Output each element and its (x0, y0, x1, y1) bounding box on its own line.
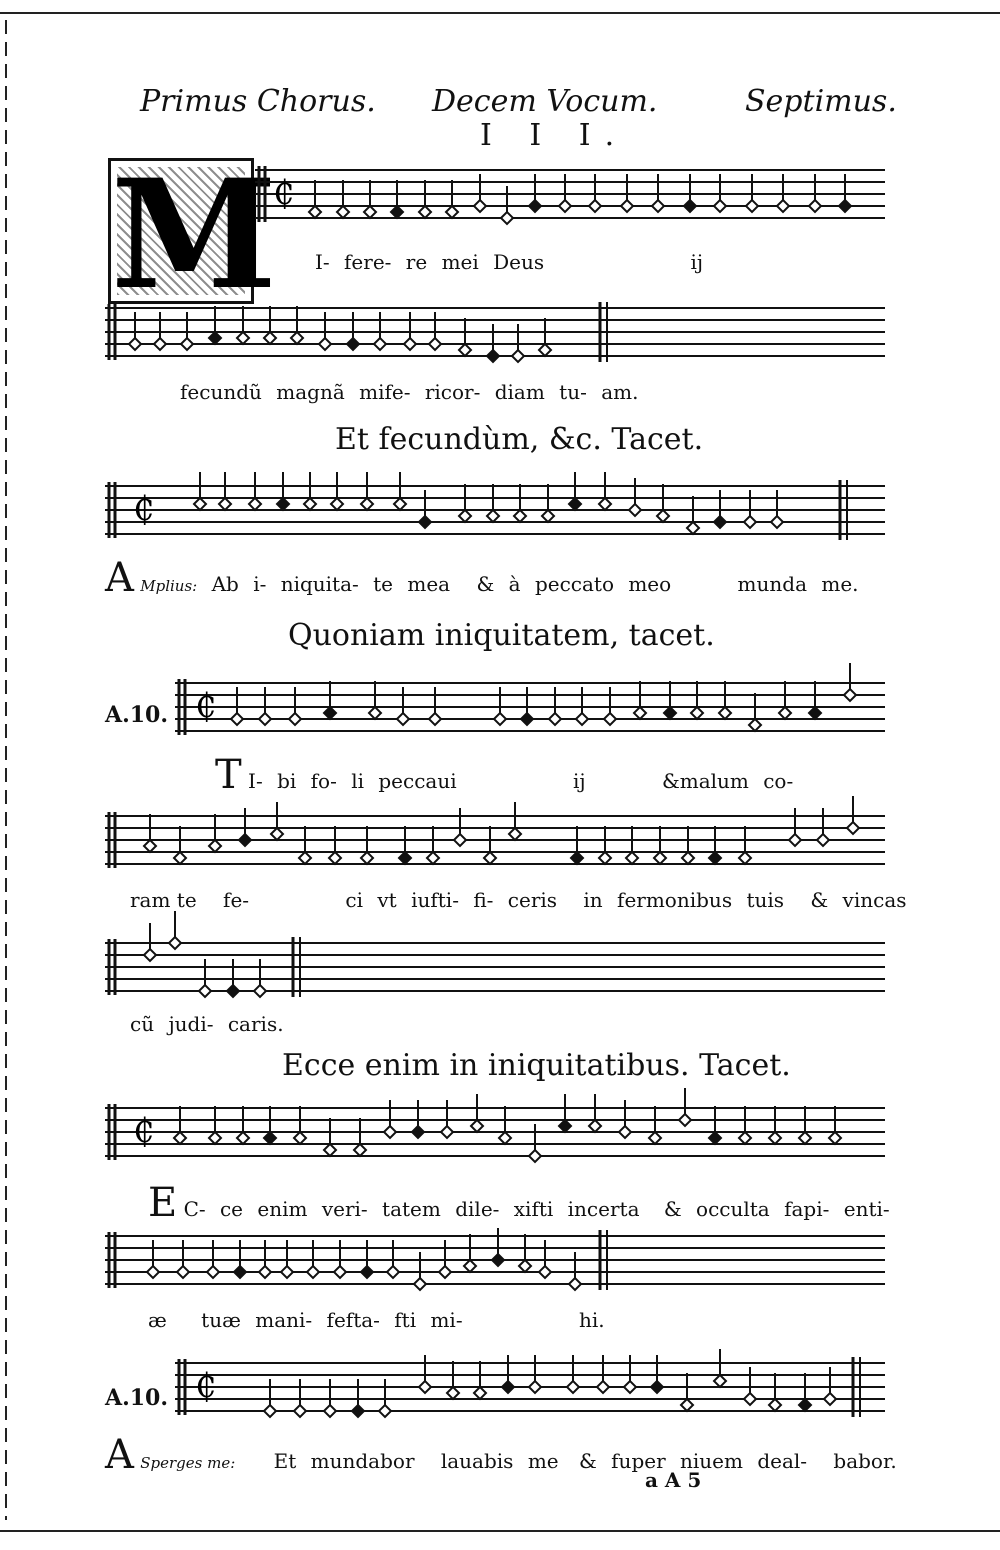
note-head (494, 713, 506, 725)
initial-letter: M (111, 147, 278, 323)
note-head (621, 200, 633, 212)
note-head (347, 338, 359, 350)
note-head (539, 344, 551, 356)
note-head (331, 498, 343, 510)
note-head (779, 707, 791, 719)
header-center: Decem Vocum. (432, 84, 658, 119)
staff-2 (105, 300, 895, 380)
note-head (429, 713, 441, 725)
note-head (709, 852, 721, 864)
lyrics-line-5 (130, 888, 915, 912)
note-head (291, 332, 303, 344)
lyric-initial: A (105, 1432, 134, 1478)
note-head (769, 1399, 781, 1411)
lyric-5: fti (394, 1308, 417, 1332)
page-edge-bottom (0, 1530, 1000, 1532)
note-head (387, 1266, 399, 1278)
note-head (687, 522, 699, 534)
lyric-5: & (578, 1449, 597, 1473)
mensuration-sign: ₵ (133, 1111, 155, 1151)
note-head (512, 350, 524, 362)
lyric-4: mei (441, 250, 479, 274)
lyric-5: diam (494, 380, 545, 404)
note-head (419, 206, 431, 218)
decorated-initial (108, 147, 278, 323)
note-head (207, 1266, 219, 1278)
note-head (259, 1266, 271, 1278)
lyric-2: magnã (276, 380, 345, 404)
note-head (427, 852, 439, 864)
note-head (237, 332, 249, 344)
note-head (209, 1132, 221, 1144)
lyrics-line-6 (130, 1012, 292, 1036)
note-head (309, 206, 321, 218)
note-head (652, 200, 664, 212)
lyric-1: æ (148, 1308, 167, 1332)
note-head (369, 707, 381, 719)
lyric-7: xifti (513, 1197, 554, 1221)
note-head (809, 707, 821, 719)
note-head (429, 338, 441, 350)
note-head (589, 200, 601, 212)
lyric-7: &malum (661, 769, 749, 793)
note-head (597, 1381, 609, 1393)
note-head (304, 498, 316, 510)
lyrics-line-3 (105, 555, 867, 601)
lyric-10: tuis (746, 888, 785, 912)
note-head (799, 1399, 811, 1411)
note-head (599, 498, 611, 510)
note-head (624, 1381, 636, 1393)
lyric-1: I- (315, 250, 330, 274)
note-head (271, 828, 283, 840)
lyric-7: ceris (507, 888, 558, 912)
lyric-9: fermonibus (617, 888, 733, 912)
note-head (361, 498, 373, 510)
note-head (379, 1405, 391, 1417)
note-head (571, 852, 583, 864)
note-head (844, 689, 856, 701)
lyric-4: vt (377, 888, 397, 912)
lyric-initial: A (105, 555, 134, 601)
note-head (307, 1266, 319, 1278)
signature-mark: a A 5 (645, 1468, 702, 1492)
note-head (459, 344, 471, 356)
note-head (144, 949, 156, 961)
lyric-1: C- (183, 1197, 206, 1221)
lyric-12: vincas (842, 888, 907, 912)
note-head (829, 1132, 841, 1144)
note-head (487, 510, 499, 522)
lyric-6: & (476, 572, 495, 596)
note-head (691, 707, 703, 719)
note-head (542, 510, 554, 522)
note-head (446, 206, 458, 218)
lyric-11: me. (821, 572, 859, 596)
note-head (471, 1120, 483, 1132)
note-head (384, 1126, 396, 1138)
note-head (746, 200, 758, 212)
lyric-8: deal- (757, 1449, 808, 1473)
lyric-1: Ab (211, 572, 239, 596)
note-head (771, 516, 783, 528)
section-heading-1: Et fecundùm, &c. Tacet. (335, 422, 704, 457)
lyric-2: ce (219, 1197, 244, 1221)
note-head (589, 1120, 601, 1132)
note-head (319, 338, 331, 350)
lyric-5: Deus (493, 250, 545, 274)
note-head (569, 498, 581, 510)
note-head (539, 1266, 551, 1278)
lyric-12: enti- (843, 1197, 890, 1221)
header-left: Primus Chorus. (140, 84, 376, 119)
lyric-2: bi (277, 769, 297, 793)
note-head (404, 338, 416, 350)
lyric-10: occulta (696, 1197, 770, 1221)
lyric-abbr: Sperges me: (140, 1454, 236, 1472)
note-head (174, 1132, 186, 1144)
notes-staff-5 (144, 796, 859, 864)
lyric-2: fere- (344, 250, 392, 274)
note-head (839, 200, 851, 212)
staff-6 (105, 935, 895, 1015)
lyrics-line-7 (148, 1180, 898, 1226)
note-head (169, 937, 181, 949)
note-head (599, 852, 611, 864)
lyric-8: incerta (567, 1197, 640, 1221)
lyric-8: peccato (534, 572, 614, 596)
lyric-abbr: Mplius: (140, 577, 198, 595)
lyric-1: I- (248, 769, 263, 793)
note-head (567, 1381, 579, 1393)
note-head (739, 852, 751, 864)
note-head (264, 332, 276, 344)
note-head (324, 1144, 336, 1156)
note-head (239, 834, 251, 846)
piece-number: I I I. (480, 118, 629, 153)
note-head (324, 1405, 336, 1417)
note-head (459, 510, 471, 522)
note-head (391, 206, 403, 218)
note-head (264, 1132, 276, 1144)
note-head (174, 852, 186, 864)
lyric-4: fefta- (326, 1308, 380, 1332)
note-head (264, 1405, 276, 1417)
note-head (492, 1254, 504, 1266)
note-head (299, 852, 311, 864)
note-head (337, 206, 349, 218)
lyric-2: judi- (168, 1012, 214, 1036)
lyrics-line-8 (148, 1308, 613, 1332)
note-head (634, 707, 646, 719)
notes-staff-7 (174, 1088, 841, 1162)
note-head (361, 1266, 373, 1278)
notes-staff-2 (129, 306, 551, 362)
lyric-1: Et (273, 1449, 297, 1473)
note-head (412, 1126, 424, 1138)
note-head (817, 834, 829, 846)
note-head (439, 1266, 451, 1278)
mensuration-sign: ₵ (273, 173, 295, 213)
lyric-6: dile- (455, 1197, 500, 1221)
lyric-5: peccaui (378, 769, 457, 793)
note-head (679, 1114, 691, 1126)
note-head (329, 852, 341, 864)
lyric-6: mi- (430, 1308, 463, 1332)
note-head (234, 1266, 246, 1278)
mensuration-sign: ₵ (195, 1366, 217, 1406)
lyric-5: iufti- (411, 888, 459, 912)
note-head (519, 1260, 531, 1272)
note-head (684, 200, 696, 212)
lyric-1: cũ (130, 1012, 155, 1036)
lyrics-line-1 (315, 250, 711, 274)
staff-9 (175, 1355, 895, 1435)
note-head (657, 510, 669, 522)
lyric-7: am. (601, 380, 639, 404)
note-head (487, 350, 499, 362)
note-head (719, 707, 731, 719)
lyrics-line-4 (215, 752, 801, 798)
lyric-9: meo (628, 572, 672, 596)
section-heading-3: Ecce enim in iniquitatibus. Tacet. (282, 1048, 791, 1083)
lyric-3: niquita- (280, 572, 359, 596)
note-head (177, 1266, 189, 1278)
notes-staff-9 (264, 1349, 836, 1417)
note-head (847, 822, 859, 834)
note-head (334, 1266, 346, 1278)
note-head (529, 1381, 541, 1393)
note-head (529, 1150, 541, 1162)
lyric-3: re (405, 250, 428, 274)
note-head (569, 1278, 581, 1290)
note-head (529, 200, 541, 212)
note-head (559, 1120, 571, 1132)
note-head (194, 498, 206, 510)
note-head (447, 1387, 459, 1399)
notes-staff-3 (194, 472, 783, 534)
note-head (604, 713, 616, 725)
note-head (651, 1381, 663, 1393)
note-head (626, 852, 638, 864)
note-head (441, 1126, 453, 1138)
lyric-2: i- (253, 572, 267, 596)
lyric-5: mea (407, 572, 451, 596)
note-head (209, 840, 221, 852)
note-head (399, 852, 411, 864)
note-head (739, 1132, 751, 1144)
note-head (549, 713, 561, 725)
note-head (464, 1260, 476, 1272)
note-head (709, 1132, 721, 1144)
note-head (454, 834, 466, 846)
note-head (514, 510, 526, 522)
lyric-3: lauabis (440, 1449, 514, 1473)
note-head (414, 1278, 426, 1290)
note-head (824, 1393, 836, 1405)
note-head (364, 206, 376, 218)
note-head (682, 852, 694, 864)
note-head (474, 200, 486, 212)
lyric-8: in (583, 888, 603, 912)
note-head (509, 828, 521, 840)
note-head (629, 504, 641, 516)
lyric-3: mani- (255, 1308, 313, 1332)
lyric-4: veri- (321, 1197, 368, 1221)
lyric-6: fuper (611, 1449, 666, 1473)
note-head (714, 200, 726, 212)
lyric-3: caris. (227, 1012, 284, 1036)
note-head (394, 498, 406, 510)
note-head (649, 1132, 661, 1144)
note-head (744, 516, 756, 528)
note-head (499, 1132, 511, 1144)
note-head (789, 834, 801, 846)
note-head (209, 332, 221, 344)
note-head (181, 338, 193, 350)
note-head (277, 498, 289, 510)
note-head (769, 1132, 781, 1144)
voice-label-2: A.10. (105, 1385, 169, 1411)
note-head (474, 1387, 486, 1399)
page-edge-top (0, 12, 1000, 14)
staff-8 (105, 1228, 895, 1308)
note-head (681, 1399, 693, 1411)
lyric-4: te (373, 572, 394, 596)
note-head (521, 713, 533, 725)
note-head (361, 852, 373, 864)
note-head (294, 1132, 306, 1144)
note-head (502, 1381, 514, 1393)
note-head (219, 498, 231, 510)
note-head (281, 1266, 293, 1278)
lyric-initial: T (215, 752, 242, 798)
lyric-3: mife- (359, 380, 411, 404)
note-head (259, 713, 271, 725)
note-head (744, 1393, 756, 1405)
lyric-11: fapi- (784, 1197, 830, 1221)
lyric-3: fo- (310, 769, 337, 793)
section-heading-2: Quoniam iniquitatem, tacet. (288, 618, 715, 653)
note-head (619, 1126, 631, 1138)
staff-4 (175, 675, 895, 755)
staff-3 (105, 478, 895, 558)
note-head (249, 498, 261, 510)
note-head (576, 713, 588, 725)
header-right: Septimus. (745, 84, 897, 119)
lyric-4: li (351, 769, 364, 793)
lyric-initial: E (148, 1180, 178, 1226)
note-head (419, 1381, 431, 1393)
note-head (227, 985, 239, 997)
note-head (374, 338, 386, 350)
lyric-3: enim (257, 1197, 308, 1221)
lyric-6: fi- (473, 888, 494, 912)
note-head (397, 713, 409, 725)
lyric-10: munda (737, 572, 807, 596)
note-head (654, 852, 666, 864)
voice-label-1: A.10. (105, 702, 169, 728)
lyric-4: ricor- (424, 380, 481, 404)
lyric-6: ij (572, 769, 586, 793)
lyric-7: niuem (680, 1449, 743, 1473)
note-head (231, 713, 243, 725)
lyric-7: hi. (578, 1308, 605, 1332)
mensuration-sign: ₵ (133, 489, 155, 529)
note-head (559, 200, 571, 212)
lyric-5: tatem (382, 1197, 441, 1221)
lyric-1: fecundũ (180, 380, 262, 404)
note-head (289, 713, 301, 725)
note-head (809, 200, 821, 212)
lyric-8: co- (763, 769, 794, 793)
note-head (799, 1132, 811, 1144)
lyric-2: fe- (223, 888, 250, 912)
note-head (419, 516, 431, 528)
lyric-2: mundabor (310, 1449, 415, 1473)
mensuration-sign: ₵ (195, 686, 217, 726)
note-head (129, 338, 141, 350)
staff-7 (105, 1100, 895, 1180)
note-head (484, 852, 496, 864)
note-head (714, 516, 726, 528)
notes-staff-4 (231, 663, 856, 731)
staff-5 (105, 808, 895, 888)
lyric-11: & (810, 888, 829, 912)
lyric-2: tuæ (201, 1308, 241, 1332)
lyric-6: tu- (559, 380, 587, 404)
note-head (324, 707, 336, 719)
note-head (714, 1375, 726, 1387)
lyric-3: ci (345, 888, 364, 912)
note-head (144, 840, 156, 852)
note-head (664, 707, 676, 719)
lyric-4: me (527, 1449, 559, 1473)
note-head (749, 719, 761, 731)
note-head (354, 1144, 366, 1156)
note-head (147, 1266, 159, 1278)
lyric-6: ij (690, 250, 704, 274)
staff-1 (255, 162, 895, 242)
note-head (294, 1405, 306, 1417)
lyrics-line-9 (105, 1432, 905, 1478)
lyric-1: ram te (130, 888, 197, 912)
lyric-9: & (663, 1197, 682, 1221)
note-head (501, 212, 513, 224)
note-head (199, 985, 211, 997)
note-head (254, 985, 266, 997)
note-head (237, 1132, 249, 1144)
page-edge-left (5, 20, 7, 1520)
note-head (154, 338, 166, 350)
lyric-9: babor. (833, 1449, 897, 1473)
lyric-7: à (508, 572, 521, 596)
lyrics-line-2 (180, 380, 646, 404)
note-head (352, 1405, 364, 1417)
note-head (777, 200, 789, 212)
